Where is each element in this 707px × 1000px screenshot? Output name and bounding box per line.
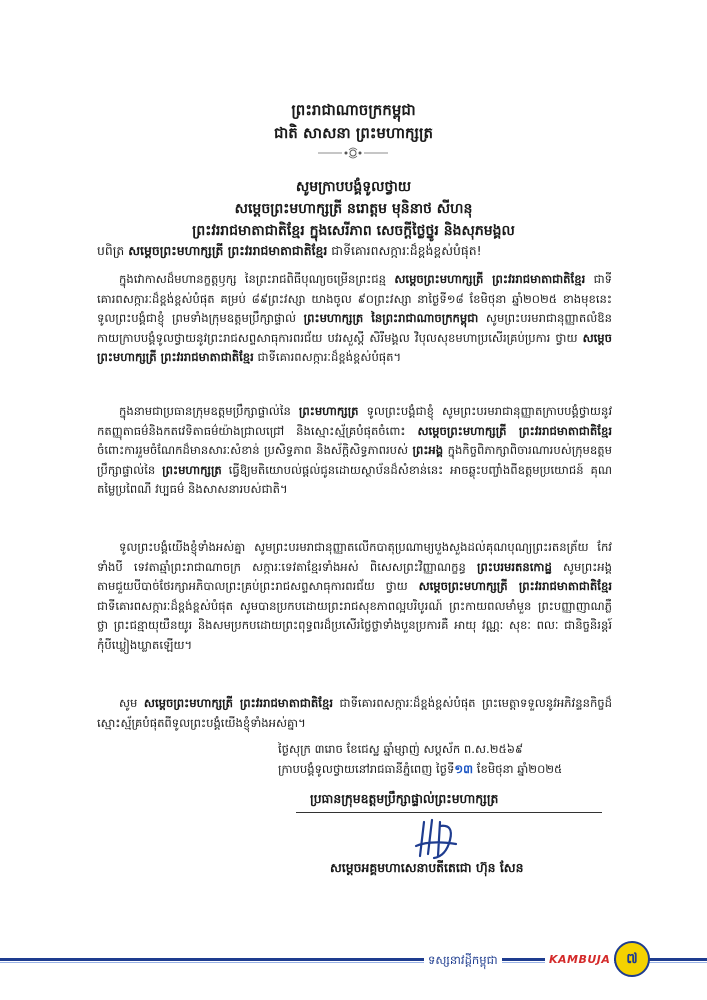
paragraph-1 bbox=[97, 270, 612, 368]
paragraph-2 bbox=[97, 402, 612, 500]
p2-text-e: ចំពោះការរួមចំណែកដ៏មានសារៈសំខាន់ ប្រសិទ្ធភាព និងស័ក្តិសិទ្ធភាពរបស់ bbox=[97, 443, 409, 458]
p2-text-i: ធ្វើឱ្យមតិយោបល់ផ្តល់ជូនដោយស្ថាប័នដ៏សំខាន់នេះ អាចឆ្លុះបញ្ចាំងពីឧត្តមប្រយោជន៍ គុណតម្លៃប្រពៃណី វប្បធម៌ និងសាសនារបស់ជាតិ។ bbox=[97, 462, 612, 497]
title-line-2: សម្តេចព្រះមហាក្សត្រី នរោត្តម មុនិនាថ សីហនុ bbox=[234, 201, 473, 217]
title-line-1: សូមក្រាបបង្គំទូលថ្វាយ bbox=[295, 179, 412, 195]
paragraph-4 bbox=[97, 694, 612, 733]
p1-text-e: សូមព្រះបរមរាជានុញ្ញាតលំឱនកាយក្រាបបង្គំទូលថ្វាយនូវព្រះរាជសព្ទសាធុការពរជ័យ បវរសួស្តី សិរីមង្គល វិបុលសុខមហាប្រសើរគ្រប់ប្រការ ថ្វាយ bbox=[97, 311, 612, 345]
place-suffix: ខែមិថុនា ឆ្នាំ២០២៥ bbox=[476, 762, 563, 776]
signer-title: ប្រធានក្រុមឧត្តមប្រឹក្សាផ្ទាល់ព្រះមហាក្សត្រ bbox=[310, 791, 499, 806]
p1-bold-b: សម្តេចព្រះមហាក្សត្រី ព្រះវររាជមាតាជាតិខ្មែរ bbox=[394, 272, 586, 286]
signature-icon bbox=[410, 816, 470, 864]
date-block bbox=[278, 739, 562, 779]
p4-text-a: សូម bbox=[119, 696, 138, 710]
letterhead bbox=[0, 98, 707, 144]
p3-text-a: ទូលព្រះបង្គំយើងខ្ញុំទាំងអស់គ្នា សូមព្រះបរមរាជានុញ្ញាតលើកបាតុប្រណាម្យបួងសួងដល់គុណបុណ្យព្រះរតនត្រ័យ កែវទាំងបី ទេវតាឆ្មាំព្រះរាជាណាចក្រ សក្ការៈទេវតាខ្មែរទាំងអស់ ពិសេសព្រះវិញ្ញាណក្ខន្ធ bbox=[97, 540, 612, 574]
p2-text-g: ក្នុងកិច្ចពិភាក្សាពិចារណារបស់ក្រុមឧត្តមប្រឹក្សាផ្ទាល់នៃ bbox=[97, 443, 612, 477]
decorative-ornament-icon bbox=[318, 146, 388, 160]
p1-bold-f: សម្តេចព្រះមហាក្សត្រី ព្រះវររាជមាតាជាតិខ្មែរ bbox=[97, 330, 613, 365]
p3-text-c: សូមព្រះអង្គ តាមជួយបីបាច់ថែរក្សាអភិបាលព្រះគ្រប់ព្រះរាជសព្ទសាធុការពរជ័យ ថ្វាយ bbox=[97, 559, 613, 594]
solar-date bbox=[278, 759, 562, 779]
footer-magazine-name: ទស្សនាវដ្តីកម្ពុជា bbox=[424, 953, 502, 970]
national-motto: ជាតិ សាសនា ព្រះមហាក្សត្រ bbox=[274, 124, 433, 142]
p2-text-a: ក្នុងនាមជាប្រធានក្រុមឧត្តមប្រឹក្សាផ្ទាល់នៃ bbox=[119, 404, 291, 418]
page-number-badge: ៧ bbox=[614, 941, 650, 977]
place-prefix: ក្រាបបង្គំទូលថ្វាយនៅរាជធានីភ្នំពេញ ថ្ងៃទី bbox=[278, 762, 455, 776]
footer-brand: KAMBUJA bbox=[545, 953, 614, 966]
p2-text-c: ទូលព្រះបង្គំជាខ្ញុំ សូមព្រះបរមរាជានុញ្ញាតក្រាបបង្គំថ្វាយនូវកតញ្ញុតាធម៌និងកតវេទិតាធម៌យ៉ាងជ្រាលជ្រៅ និងស្មោះស្ម័គ្របំផុតចំពោះ bbox=[97, 404, 613, 438]
p2-bold-h: ព្រះមហាក្សត្រ bbox=[162, 462, 222, 477]
kingdom-name: ព្រះរាជាណាចក្រកម្ពុជា bbox=[291, 101, 416, 119]
p4-bold-b: សម្តេចព្រះមហាក្សត្រី ព្រះវររាជមាតាជាតិខ្មែរ bbox=[143, 696, 334, 710]
salutation bbox=[97, 241, 657, 261]
p4-text-c: ជាទីគោរពសក្ការៈដ៏ខ្ពង់ខ្ពស់បំផុត ព្រះមេត្តាទទួលនូវអភិវន្ទនកិច្ចដ៏ស្មោះស្ម័គ្របំផុតពីទូលព្រះបង្គំយើងខ្ញុំទាំងអស់គ្នា។ bbox=[97, 696, 613, 730]
lunar-date: ថ្ងៃសុក្រ ៣រោច ខែជេស្ឋ ឆ្នាំម្សាញ់ សប្តស័ក ព.ស.២៥៦៩ bbox=[278, 742, 524, 756]
salutation-prefix: បពិត្រ bbox=[97, 243, 125, 258]
p2-bold-b: ព្រះមហាក្សត្រ bbox=[298, 404, 359, 418]
p2-bold-f: ព្រះអង្គ bbox=[412, 443, 444, 458]
p3-bold-b: ព្រះបរមរតនកោដ្ឋ bbox=[477, 559, 552, 574]
p1-bold-d: ព្រះមហាក្សត្រ នៃព្រះរាជាណាចក្រកម្ពុជា bbox=[303, 311, 479, 326]
title-line-3: ព្រះវររាជមាតាជាតិខ្មែរ ក្នុងសេរីភាព សេចក្តីថ្លៃថ្នូរ និងសុភមង្គល bbox=[192, 223, 515, 239]
p2-bold-d: សម្តេចព្រះមហាក្សត្រី ព្រះវររាជមាតាជាតិខ្មែរ bbox=[417, 423, 613, 438]
signer-title-underline bbox=[296, 812, 602, 813]
salutation-suffix: ជាទីគោរពសក្ការៈដ៏ខ្ពង់ខ្ពស់បំផុត! bbox=[331, 243, 482, 258]
p1-text-a: ក្នុងវោកាសដ៏មហានក្ខត្តឫក្ស នៃព្រះរាជពិធីបុណ្យចម្រើនព្រះជន្ម bbox=[119, 272, 387, 286]
p1-text-g: ជាទីគោរពសក្ការៈដ៏ខ្ពង់ខ្ពស់បំផុត។ bbox=[257, 350, 402, 365]
p3-bold-d: សម្តេចព្រះមហាក្សត្រី ព្រះវររាជមាតាជាតិខ្មែរ bbox=[418, 579, 613, 594]
day-number: ១៣ bbox=[454, 762, 474, 776]
letter-title bbox=[0, 176, 707, 242]
p1-text-c: ជាទីគោរពសក្ការៈដ៏ខ្ពង់ខ្ពស់បំផុត គម្រប់ ៨៩ព្រះវស្សា យាងចូល ៩០ព្រះវស្សា នាថ្ងៃទី១៨ ខែមិថុនា ឆ្នាំ២០២៥ ខាងមុខនេះ ទូលព្រះបង្គំជាខ្ញុំ ព្រមទាំងក្រុមឧត្តមប្រឹក្សាផ្ទាល់ bbox=[97, 272, 612, 326]
salutation-name: សម្តេចព្រះមហាក្សត្រី ព្រះវររាជមាតាជាតិខ្មែរ bbox=[128, 243, 328, 258]
paragraph-3 bbox=[97, 538, 612, 656]
p3-text-e: ជាទីគោរពសក្ការៈដ៏ខ្ពង់ខ្ពស់បំផុត សូមបានប្រកបដោយព្រះរាជសុខភាពល្អបរិបូរណ៍ ព្រះកាយពលមាំមួន ព្រះបញ្ញាញាណភ្លឺថ្លា ព្រះជន្មាយុយឺនយូរ និងសមប្រកបដោយព្រះពុទ្ធពរដ៏ប្រសើរថ្លៃថ្លាទាំងបួនប្រការគឺ អាយុ វណ្ណៈ សុខៈ ពលៈ ជានិច្ចនិរន្តរ៍កុំបីឃ្លៀងឃ្លាតឡើយ។ bbox=[97, 598, 612, 652]
signer-name: សម្តេចអគ្គមហាសេនាបតីតេជោ ហ៊ុន សែន bbox=[330, 860, 524, 875]
